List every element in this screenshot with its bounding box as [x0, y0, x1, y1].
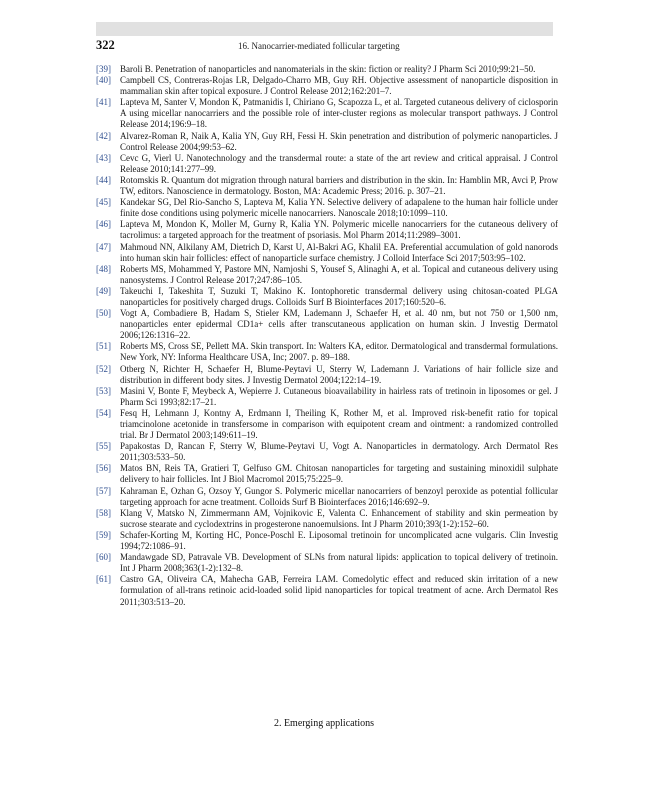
reference-number[interactable]: [53]: [96, 385, 111, 396]
reference-text: Roberts MS, Mohammed Y, Pastore MN, Namjoshi S, Yousef S, Alinaghi A, et al. Topical and cutaneous delivery using nanosystems. J Control Release 2017;247:86–105.: [120, 263, 558, 285]
reference-text: Roberts MS, Cross SE, Pellett MA. Skin transport. In: Walters KA, editor. Dermatological and transdermal formulations. New York, NY: Informa Healthcare USA, Inc; 2007. p. 89–188.: [120, 341, 558, 363]
reference-text: Rotomskis R. Quantum dot migration through natural barriers and distribution in the skin. In: Hamblin MR, Avci P, Prow TW, editors. Nanoscience in dermatology. Boston, MA: Academic Press; 2016. p. 307–21.: [120, 174, 558, 197]
reference-item: [96, 97, 558, 130]
reference-item: [96, 131, 558, 153]
reference-item: [96, 242, 558, 264]
reference-number[interactable]: [48]: [96, 263, 111, 274]
reference-number[interactable]: [52]: [96, 363, 111, 374]
reference-number[interactable]: [45]: [96, 197, 111, 208]
reference-text: Fesq H, Lehmann J, Kontny A, Erdmann I, Theiling K, Rother M, et al. Improved risk-benefit ratio for topical triamcinolone acetonide in transfersome in comparison with equipotent cream and ointment: a randomized controlled trial. Br J Dermatol 2003;149:611–19.: [120, 407, 558, 441]
reference-item: [96, 574, 558, 607]
running-head: 16. Nanocarrier-mediated follicular targeting: [238, 41, 400, 51]
reference-text: Baroli B. Penetration of nanoparticles and nanomaterials in the skin: fiction or reality? J Pharm Sci 2010;99:21–50.: [120, 64, 536, 74]
reference-number[interactable]: [60]: [96, 552, 111, 563]
reference-item: [96, 408, 558, 441]
reference-item: [96, 286, 558, 308]
reference-item: [96, 530, 558, 552]
reference-text: Takeuchi I, Takeshita T, Suzuki T, Makino K. Iontophoretic transdermal delivery using chitosan-coated PLGA nanoparticles for positively charged drugs. Colloids Surf B Biointerfaces 2017;160:520–6.: [120, 285, 558, 307]
reference-item: [96, 552, 558, 574]
reference-number[interactable]: [46]: [96, 219, 111, 230]
reference-number[interactable]: [43]: [96, 152, 111, 163]
reference-number[interactable]: [44]: [96, 174, 111, 185]
reference-number[interactable]: [47]: [96, 241, 111, 252]
reference-item: [96, 508, 558, 530]
reference-number[interactable]: [41]: [96, 97, 111, 108]
reference-number[interactable]: [39]: [96, 64, 111, 74]
reference-item: [96, 441, 558, 463]
reference-item: [96, 364, 558, 386]
reference-text: Klang V, Matsko N, Zimmermann AM, Vojnikovic E, Valenta C. Enhancement of stability and skin permeation by sucrose stearate and cyclodextrins in progesterone nanoemulsions. Int J Pharm 2010;393(1-2):152–60.: [120, 507, 558, 529]
reference-item: [96, 463, 558, 485]
reference-item: [96, 175, 558, 197]
reference-number[interactable]: [50]: [96, 308, 111, 319]
reference-list: [96, 64, 558, 608]
reference-text: Castro GA, Oliveira CA, Mahecha GAB, Ferreira LAM. Comedolytic effect and reduced skin irritation of a new formulation of all-trans retinoic acid-loaded solid lipid nanoparticles for topical treatment of acne. Arch Dermatol Res 2011;303:513–20.: [120, 574, 558, 607]
reference-item: [96, 486, 558, 508]
reference-text: Schafer-Korting M, Korting HC, Ponce-Poschl E. Liposomal tretinoin for uncomplicated acne vulgaris. Clin Investig 1994;72:1086–91.: [120, 529, 558, 552]
reference-item: [96, 341, 558, 363]
header-bar: [96, 22, 553, 36]
reference-item: [96, 197, 558, 219]
reference-item: [96, 75, 558, 97]
section-footer: 2. Emerging applications: [273, 718, 375, 729]
page-number: 322: [96, 38, 115, 52]
reference-number[interactable]: [42]: [96, 130, 111, 141]
reference-text: Mandawgade SD, Patravale VB. Development of SLNs from natural lipids: application to topical delivery of tretinoin. Int J Pharm 2008;363(1-2):132–8.: [120, 552, 558, 574]
reference-text: Lapteva M, Mondon K, Moller M, Gurny R, Kalia YN. Polymeric micelle nanocarriers for the cutaneous delivery of tacrolimus: a targeted approach for the treatment of psoriasis. Mol Pharm 2014;11:2989–3001.: [120, 219, 558, 241]
reference-text: Mahmoud NN, Alkilany AM, Dietrich D, Karst U, Al-Bakri AG, Khalil EA. Preferential accumulation of gold nanorods into human skin hair follicles: effect of nanoparticle surface chemistry. J Colloid Interface Sci 2017;503:95–102.: [120, 241, 558, 263]
reference-number[interactable]: [51]: [96, 341, 111, 352]
reference-item: [96, 264, 558, 286]
reference-text: Lapteva M, Santer V, Mondon K, Patmanidis I, Chiriano G, Scapozza L, et al. Targeted cutaneous delivery of ciclosporin A using micellar nanocarriers and the possible role of inter-cluster regions as molecular transport pathways. J Control Release 2014;196:9–18.: [120, 97, 558, 130]
reference-text: Alvarez-Roman R, Naik A, Kalia YN, Guy RH, Fessi H. Skin penetration and distribution of polymeric nanoparticles. J Control Release 2004;99:53–62.: [120, 130, 558, 152]
reference-number[interactable]: [59]: [96, 529, 111, 540]
reference-item: [96, 64, 558, 75]
reference-number[interactable]: [49]: [96, 285, 111, 296]
reference-item: [96, 219, 558, 241]
reference-number[interactable]: [40]: [96, 75, 111, 86]
reference-text: Masini V, Bonte F, Meybeck A, Wepierre J. Cutaneous bioavailability in hairless rats of tretinoin in liposomes or gel. J Pharm Sci 1993;82:17–21.: [120, 385, 558, 407]
reference-text: Otberg N, Richter H, Schaefer H, Blume-Peytavi U, Sterry W, Lademann J. Variations of hair follicle size and distribution in different body sites. J Investig Dermatol 2004;122:14–19.: [120, 363, 558, 385]
reference-item: [96, 308, 558, 341]
reference-number[interactable]: [57]: [96, 485, 111, 496]
reference-item: [96, 153, 558, 175]
reference-number[interactable]: [55]: [96, 441, 111, 452]
reference-text: Vogt A, Combadiere B, Hadam S, Stieler KM, Lademann J, Schaefer H, et al. 40 nm, but not 750 or 1,500 nm, nanoparticles enter epidermal CD1a+ cells after transcutaneous application on human skin. J Investig Dermatol 2006;126:1316–22.: [120, 308, 558, 341]
reference-number[interactable]: [54]: [96, 407, 111, 418]
reference-number[interactable]: [61]: [96, 574, 111, 585]
reference-text: Cevc G, Vierl U. Nanotechnology and the transdermal route: a state of the art review and critical appraisal. J Control Release 2010;141:277–99.: [120, 152, 558, 174]
reference-number[interactable]: [58]: [96, 507, 111, 518]
reference-item: [96, 386, 558, 408]
reference-text: Matos BN, Reis TA, Gratieri T, Gelfuso GM. Chitosan nanoparticles for targeting and sustaining minoxidil sulphate delivery to hair follicles. Int J Biol Macromol 2015;75:225–9.: [120, 463, 558, 485]
reference-text: Papakostas D, Rancan F, Sterry W, Blume-Peytavi U, Vogt A. Nanoparticles in dermatology. Arch Dermatol Res 2011;303:533–50.: [120, 441, 558, 463]
reference-text: Campbell CS, Contreras-Rojas LR, Delgado-Charro MB, Guy RH. Objective assessment of nanoparticle disposition in mammalian skin after topical exposure. J Control Release 2012;162:201–7.: [120, 75, 558, 97]
reference-text: Kahraman E, Ozhan G, Ozsoy Y, Gungor S. Polymeric micellar nanocarriers of benzoyl peroxide as potential follicular targeting approach for acne treatment. Colloids Surf B Biointerfaces 2016;146:692–9.: [120, 485, 558, 507]
reference-number[interactable]: [56]: [96, 463, 111, 474]
reference-text: Kandekar SG, Del Rio-Sancho S, Lapteva M, Kalia YN. Selective delivery of adapalene to the human hair follicle under finite dose conditions using polymeric micelle nanocarriers. Nanoscale 2018;10:1099–110.: [120, 197, 558, 219]
